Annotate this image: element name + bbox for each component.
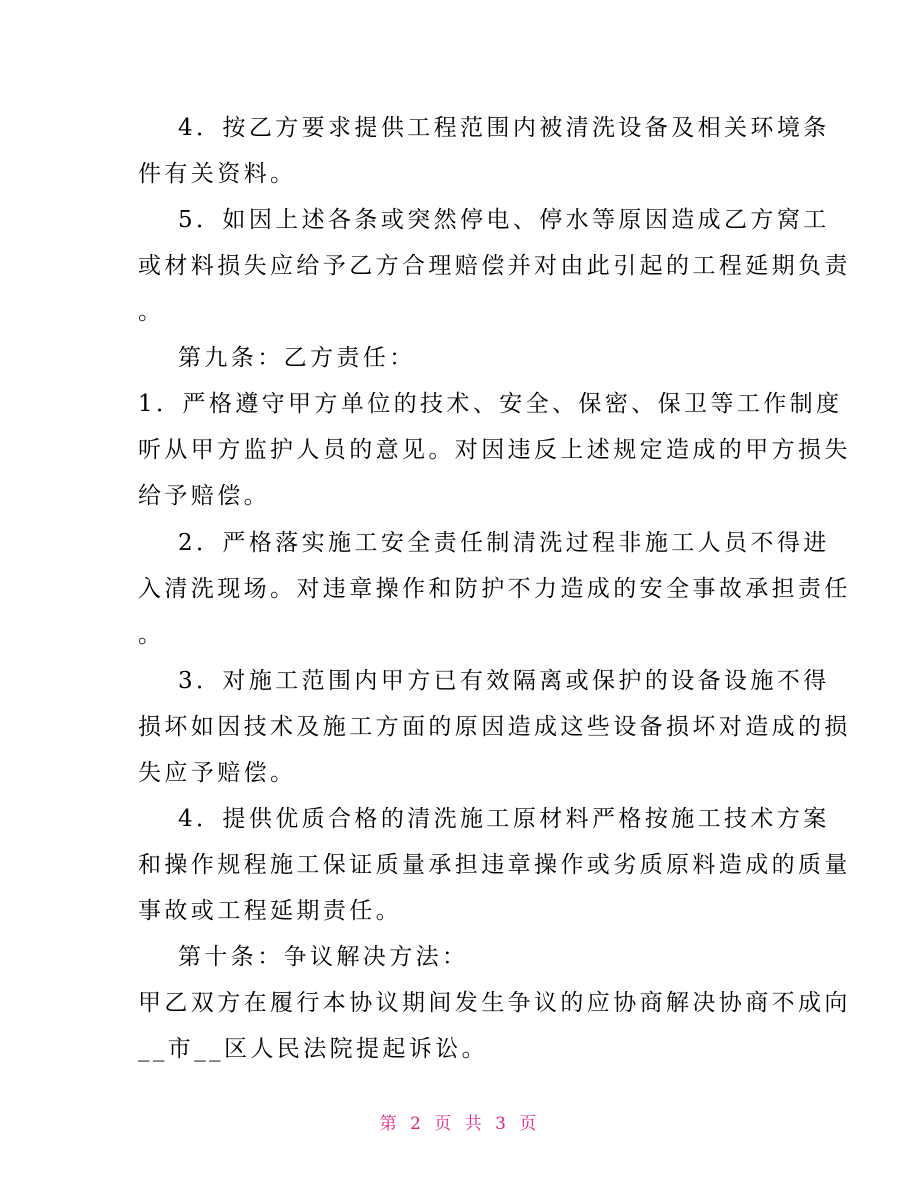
paragraph-line: 或材料损失应给予乙方合理赔偿并对由此引起的工程延期负责 [138, 253, 851, 279]
paragraph-line: 给予赔偿。 [138, 483, 270, 509]
paragraph-line: 听从甲方监护人员的意见。对因违反上述规定造成的甲方损失 [138, 437, 851, 463]
paragraph-line: 4．按乙方要求提供工程范围内被清洗设备及相关环境条 [178, 115, 830, 141]
paragraph-line: 。 [138, 299, 165, 325]
paragraph-line: 5．如因上述各条或突然停电、停水等原因造成乙方窝工 [178, 207, 830, 233]
section-heading: 第九条：乙方责任： [178, 345, 416, 371]
paragraph-line: __市__区人民法院提起诉讼。 [138, 1036, 488, 1062]
paragraph-line: 和操作规程施工保证质量承担违章操作或劣质原料造成的质量 [138, 852, 851, 878]
paragraph-line: 1．严格遵守甲方单位的技术、安全、保密、保卫等工作制度 [138, 391, 843, 417]
paragraph-line: 失应予赔偿。 [138, 760, 297, 786]
paragraph-line: 3．对施工范围内甲方已有效隔离或保护的设备设施不得 [178, 668, 830, 694]
paragraph-line: 事故或工程延期责任。 [138, 898, 402, 924]
section-heading: 第十条：争议解决方法： [178, 944, 469, 970]
paragraph-line: 甲乙双方在履行本协议期间发生争议的应协商解决协商不成向 [138, 990, 851, 1016]
paragraph-line: 2．严格落实施工安全责任制清洗过程非施工人员不得进 [178, 530, 830, 556]
paragraph-line: 损坏如因技术及施工方面的原因造成这些设备损坏对造成的损 [138, 714, 851, 740]
paragraph-line: 4．提供优质合格的清洗施工原材料严格按施工技术方案 [178, 806, 830, 832]
paragraph-line: 入清洗现场。对违章操作和防护不力造成的安全事故承担责任 [138, 576, 851, 602]
paragraph-line: 件有关资料。 [138, 161, 297, 187]
page-number-footer: 第 2 页 共 3 页 [379, 1114, 541, 1134]
paragraph-line: 。 [138, 622, 165, 648]
